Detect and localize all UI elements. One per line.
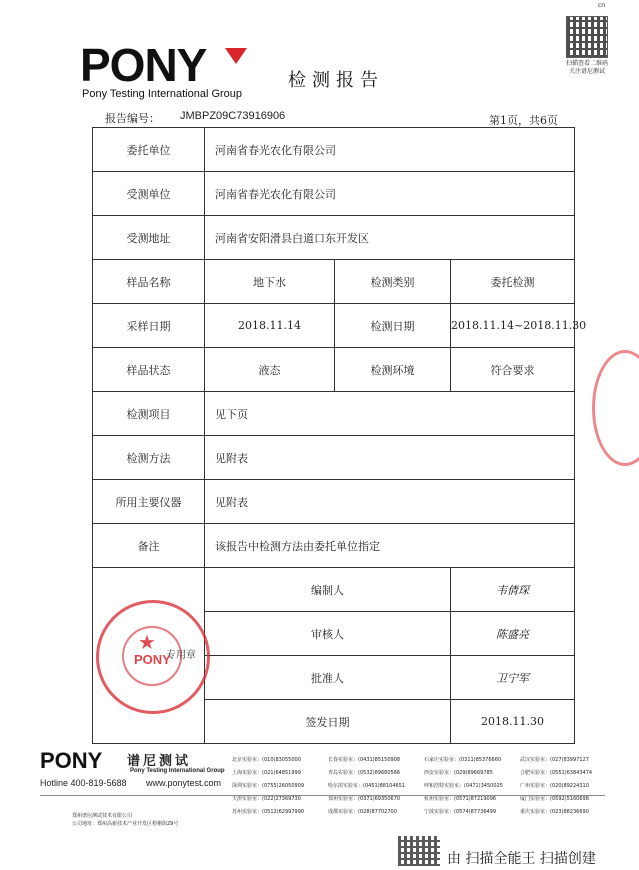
lab-item: 厦门实验室：(0592)5160698 (520, 796, 589, 802)
lab-item: 郑州实验室：(0371)69350670 (328, 796, 401, 802)
sample-name-label: 样品名称 (93, 260, 205, 304)
compiler-label: 编制人 (205, 568, 451, 612)
env-value: 符合要求 (451, 348, 575, 392)
test-date-value: 2018.11.14~2018.11.30 (451, 304, 575, 348)
instrument-label: 所用主要仪器 (93, 480, 205, 524)
report-title: 检测报告 (288, 70, 384, 91)
test-type-value: 委托检测 (451, 260, 575, 304)
lab-item: 重庆实验室：(023)88236690 (520, 809, 589, 815)
lab-item: 宁波实验室：(0574)87736499 (424, 809, 497, 815)
lab-item: 哈尔滨实验室：(0451)88104651 (328, 783, 406, 789)
approver-label: 批准人 (205, 656, 451, 700)
logo-subtitle: Pony Testing International Group (82, 88, 243, 100)
items-label: 检测项目 (93, 392, 205, 436)
reviewer-label: 审核人 (205, 612, 451, 656)
footer-logo: PONY (40, 748, 103, 773)
method-label: 检测方法 (93, 436, 205, 480)
lab-item: 呼和浩特实验室：(0471)3450025 (424, 783, 503, 789)
lab-item: 石家庄实验室：(0311)85376660 (424, 757, 502, 763)
lab-item: 苏州实验室：(0512)62997990 (232, 809, 305, 815)
lab-item: 上海实验室：(021)64851999 (232, 770, 301, 776)
address-value: 河南省安阳滑县白道口东开发区 (205, 216, 575, 260)
qr-caption (560, 60, 614, 76)
qr-code-icon (566, 16, 608, 58)
seal-logo: PONY (134, 652, 171, 667)
footer-address (72, 812, 178, 828)
side-seal (592, 350, 639, 466)
pony-logo: PONY (80, 39, 207, 91)
tested-value: 河南省春光农化有限公司 (205, 172, 575, 216)
approver-signature: 卫宁军 (451, 656, 575, 700)
qr-caption-line-1: 扫描查看二维码 (565, 60, 608, 67)
report-number: JMBPZ09C73916906 (180, 110, 286, 122)
lab-item: 广州实验室：(020)89224310 (520, 783, 589, 789)
sample-name-value: 地下水 (205, 260, 335, 304)
issue-date-label: 签发日期 (205, 700, 451, 744)
remark-value: 该报告中检测方法由委托单位指定 (205, 524, 575, 568)
sampling-date-value: 2018.11.14 (205, 304, 335, 348)
table-row (93, 348, 575, 392)
client-value: 河南省春光农化有限公司 (205, 128, 575, 172)
address-line-1: 郑州谱尼测试技术有限公司 (72, 813, 133, 819)
footer-divider (40, 795, 605, 796)
seal-star-icon: ★ (138, 630, 156, 654)
tested-label: 受测单位 (93, 172, 205, 216)
table-row (93, 128, 575, 172)
address-line-2: 公司地址：郑州高新技术产业开发区梧桐街29号 (72, 821, 179, 827)
address-label: 受测地址 (93, 216, 205, 260)
table-row (93, 392, 575, 436)
footer-cn-name: 谱尼测试 (127, 754, 192, 769)
table-row (93, 172, 575, 216)
lab-item: 长春实验室：(0431)85150908 (328, 757, 401, 763)
seal-text: 专用章 (166, 650, 196, 661)
issue-date-value: 2018.11.30 (451, 700, 575, 744)
lab-item: 成都实验室：(028)87702700 (328, 809, 397, 815)
scanner-watermark: 由 扫描全能王 扫描创建 (447, 851, 596, 867)
test-type-label: 检测类别 (335, 260, 451, 304)
compiler-signature: 韦倩琛 (451, 568, 575, 612)
page-info: 第1页，共6页 (489, 114, 558, 127)
table-row (93, 304, 575, 348)
test-date-label: 检测日期 (335, 304, 451, 348)
lab-item: 北京实验室：(010)83055000 (232, 757, 301, 763)
corner-mark: cn (598, 2, 606, 9)
lab-item: 西安实验室：(029)89669785 (424, 770, 493, 776)
lab-item: 武汉实验室：(027)83997127 (520, 757, 589, 763)
footer-hotline: Hotline 400-819-5688 (40, 778, 127, 788)
sampling-date-label: 采样日期 (93, 304, 205, 348)
lab-item: 青岛实验室：(0532)89680566 (328, 770, 401, 776)
sample-state-label: 样品状态 (93, 348, 205, 392)
table-row (93, 260, 575, 304)
method-value: 见附表 (205, 436, 575, 480)
remark-label: 备注 (93, 524, 205, 568)
footer-website: www.ponytest.com (146, 778, 222, 788)
table-row (93, 216, 575, 260)
items-value: 见下页 (205, 392, 575, 436)
bottom-qr-icon (398, 836, 440, 866)
instrument-value: 见附表 (205, 480, 575, 524)
qr-caption-line-2: 关注谱尼测试 (568, 68, 605, 75)
lab-item: 杭州实验室：(0571)87219096 (424, 796, 497, 802)
sample-state-value: 液态 (205, 348, 335, 392)
reviewer-signature: 陈盛亮 (451, 612, 575, 656)
table-row (93, 480, 575, 524)
logo-triangle-icon (225, 48, 247, 64)
client-label: 委托单位 (93, 128, 205, 172)
env-label: 检测环境 (335, 348, 451, 392)
lab-item: 深圳实验室：(0755)26050909 (232, 783, 305, 789)
lab-item: 合肥实验室：(0551)63843474 (520, 770, 593, 776)
table-row (93, 524, 575, 568)
lab-item: 天津实验室：(022)27369730 (232, 796, 301, 802)
report-number-label: 报告编号： (105, 112, 160, 125)
lab-list (232, 756, 617, 821)
table-row (93, 436, 575, 480)
footer-en-name: Pony Testing International Group (130, 768, 225, 774)
